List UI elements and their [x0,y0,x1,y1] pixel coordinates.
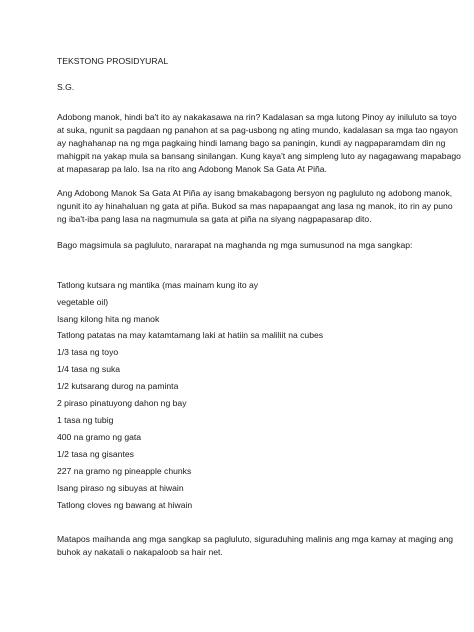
ingredient-item: Isang kilong hita ng manok [57,314,160,324]
closing-line: buhok ay nakatali o nakapaloob sa hair net. [57,547,223,557]
ingredient-item: 227 na gramo ng pineapple chunks [57,466,192,476]
ingredient-item: vegetable oil) [57,297,109,307]
ingredient-item: Tatlong patatas na may katamtamang laki at hatiin sa maliliit na cubes [57,330,324,340]
intro-line: Adobong manok, hindi ba't ito ay nakakasawa na rin? Kadalasan sa mga lutong Pinoy ay iniluluto sa toyo [57,112,457,122]
ingredient-item: Tatlong kutsara ng mantika (mas mainam kung ito ay [57,280,259,290]
ingredient-item: 1/2 kutsarang durog na paminta [57,381,179,391]
ingredient-item: 1/2 tasa ng gisantes [57,449,134,459]
intro-line: ay naghahanap na ng mga pagkaing hindi lamang bago sa paningin, kundi ay nagpaparamdam din ng [57,138,446,148]
ingredient-item: 1/3 tasa ng toyo [57,347,119,357]
intro-line: mahigpit na yakap mula sa bansang sinilangan. Kung kaya't ang simpleng luto ay nagagawang mapabago [57,151,461,161]
document-title: TEKSTONG PROSIDYURAL [57,56,169,66]
ingredients-intro: Bago magsimula sa pagluluto, nararapat na maghanda ng mga sumusunod na mga sangkap: [57,240,413,250]
ingredient-item: 1 tasa ng tubig [57,415,114,425]
second-paragraph-line: Ang Adobong Manok Sa Gata At Piña ay isang bmakabagong bersyon ng pagluluto ng adobong manok, [57,188,453,198]
intro-line: at suka, ngunit sa pagdaan ng panahon at sa pag-usbong ng ating mundo, kadalasan sa mga tao ngayon [57,125,458,135]
closing-line: Matapos maihanda ang mga sangkap sa pagluluto, siguraduhing malinis ang mga kamay at maging ang [57,534,454,544]
intro-line: at mapasarap pa lalo. Isa na rito ang Adobong Manok Sa Gata At Piña. [57,164,327,174]
document-author: S.G. [57,82,75,92]
ingredient-item: 400 na gramo ng gata [57,432,142,442]
ingredient-item: 1/4 tasa ng suka [57,364,121,374]
second-paragraph-line: ng iba't-iba pang lasa na nagmumula sa gata at piña na siyang nagpapasarap dito. [57,214,372,224]
ingredient-item: 2 piraso pinatuyong dahon ng bay [57,398,187,408]
ingredient-item: Isang piraso ng sibuyas at hiwain [57,483,184,493]
second-paragraph-line: ngunit ito ay hinahaluan ng gata at piña. Bukod sa mas napapaangat ang lasa ng manok, ito rin ay puno [57,201,453,211]
ingredient-item: Tatlong cloves ng bawang at hiwain [57,500,193,510]
